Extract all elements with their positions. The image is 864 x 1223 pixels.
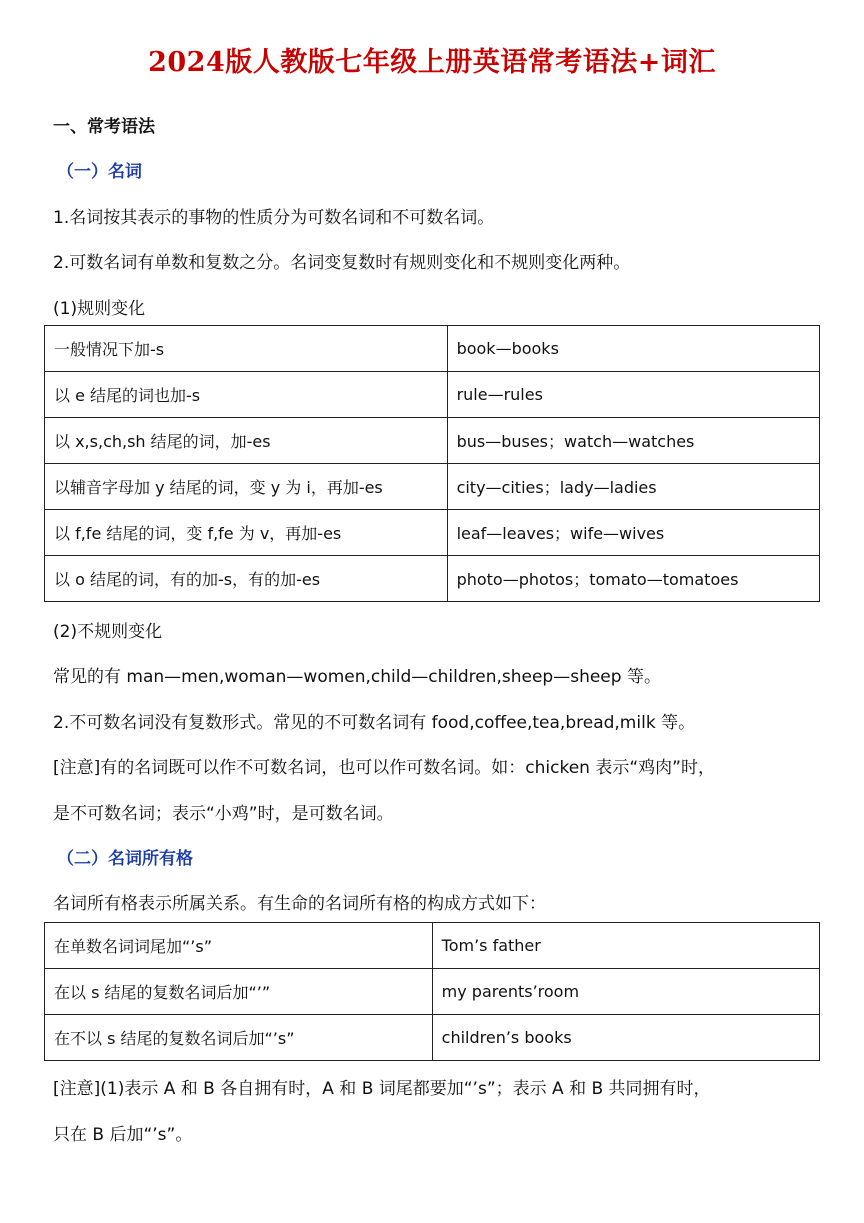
paragraph-irregular-examples: 常见的有 man—men,woman—women,child—children,sheep—sheep 等。 xyxy=(53,667,661,687)
rule-cell: 以辅音字母加 y 结尾的词，变 y 为 i，再加-es xyxy=(45,464,448,510)
table-row xyxy=(45,418,820,464)
paragraph-uncountable: 2.不可数名词没有复数形式。常见的不可数名词有 food,coffee,tea,bread,milk 等。 xyxy=(53,713,696,733)
paragraph-possessive-intro: 名词所有格表示所属关系。有生命的名词所有格的构成方式如下： xyxy=(53,894,546,914)
rule-cell: 一般情况下加-s xyxy=(45,326,448,372)
table-row xyxy=(45,969,820,1015)
paragraph-note-possessive-cont: 只在 B 后加“’s”。 xyxy=(53,1125,193,1145)
paragraph-plural-rules: 2.可数名词有单数和复数之分。名词变复数时有规则变化和不规则变化两种。 xyxy=(53,253,631,273)
paragraph-irregular-heading: (2)不规则变化 xyxy=(53,622,163,642)
subsection-heading-nouns: （一）名词 xyxy=(57,162,142,182)
table-row xyxy=(45,510,820,556)
example-cell: photo—photos；tomato—tomatoes xyxy=(447,556,819,602)
rule-cell: 以 f,fe 结尾的词，变 f,fe 为 v，再加-es xyxy=(45,510,448,556)
subsection-heading-possessive: （二）名词所有格 xyxy=(57,849,193,869)
rule-cell: 以 e 结尾的词也加-s xyxy=(45,372,448,418)
table-row xyxy=(45,556,820,602)
table-row xyxy=(45,1015,820,1061)
example-cell: children’s books xyxy=(432,1015,819,1061)
paragraph-noun-types: 1.名词按其表示的事物的性质分为可数名词和不可数名词。 xyxy=(53,208,495,228)
table-regular-plurals xyxy=(44,325,820,602)
document-title: 2024版人教版七年级上册英语常考语法+词汇 xyxy=(148,47,716,78)
table-possessive xyxy=(44,922,820,1061)
rule-cell: 在单数名词词尾加“’s” xyxy=(45,923,433,969)
rule-cell: 以 o 结尾的词，有的加-s，有的加-es xyxy=(45,556,448,602)
example-cell: bus—buses；watch—watches xyxy=(447,418,819,464)
example-cell: rule—rules xyxy=(447,372,819,418)
example-cell: city—cities；lady—ladies xyxy=(447,464,819,510)
example-cell: Tom’s father xyxy=(432,923,819,969)
example-cell: book—books xyxy=(447,326,819,372)
rule-cell: 以 x,s,ch,sh 结尾的词，加-es xyxy=(45,418,448,464)
paragraph-note-chicken: [注意]有的名词既可以作不可数名词，也可以作可数名词。如：chicken 表示“鸡肉”时， xyxy=(53,758,715,778)
table-row xyxy=(45,464,820,510)
table-row xyxy=(45,923,820,969)
paragraph-note-possessive: [注意](1)表示 A 和 B 各自拥有时，A 和 B 词尾都要加“’s”；表示 A 和 B 共同拥有时， xyxy=(53,1079,711,1099)
table-row xyxy=(45,372,820,418)
section-heading-grammar: 一、常考语法 xyxy=(53,117,155,137)
example-cell: my parents’room xyxy=(432,969,819,1015)
paragraph-note-chicken-cont: 是不可数名词；表示“小鸡”时，是可数名词。 xyxy=(53,804,394,824)
rule-cell: 在不以 s 结尾的复数名词后加“’s” xyxy=(45,1015,433,1061)
table-row xyxy=(45,326,820,372)
paragraph-regular-heading: (1)规则变化 xyxy=(53,299,146,319)
rule-cell: 在以 s 结尾的复数名词后加“’” xyxy=(45,969,433,1015)
example-cell: leaf—leaves；wife—wives xyxy=(447,510,819,556)
